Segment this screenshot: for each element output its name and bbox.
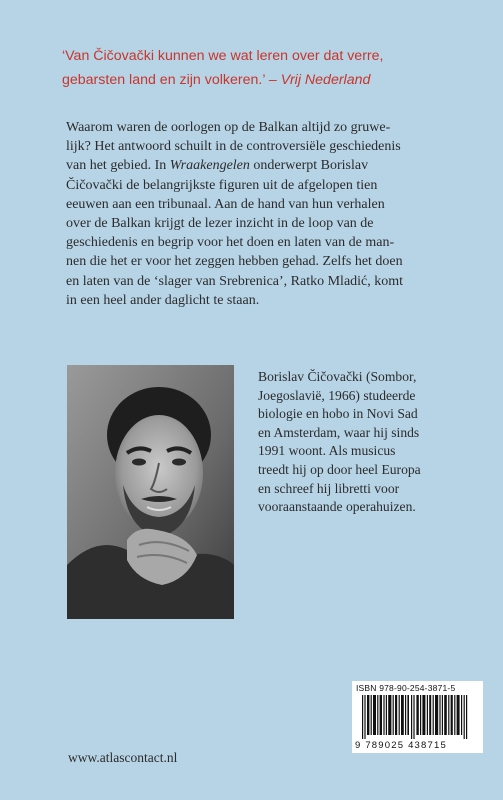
bio-line: Joegoslavië, 1966) studeerde: [258, 387, 416, 403]
author-bio: [258, 368, 493, 517]
blurb-line: Čičovački de belangrijkste figuren uit de afgelopen tien: [66, 177, 378, 193]
blurb-line: geschiedenis en begrip voor het doen en laten van de man-: [66, 235, 395, 251]
book-blurb: [66, 118, 461, 310]
publisher-website: www.atlascontact.nl: [68, 750, 178, 765]
blurb-line: Waarom waren de oorlogen op de Balkan altijd zo gruwe-: [66, 120, 391, 135]
quote-text: gebarsten land en zijn volkeren.’ –: [62, 72, 281, 88]
review-quote: [62, 44, 482, 92]
isbn-number: ISBN 978-90-254-3871-5: [356, 683, 456, 693]
blurb-line: nen die het er voor het zeggen hebben gehad. Zelfs het doen: [66, 254, 403, 270]
quote-line-1: ‘Van Čičovački kunnen we wat leren over dat verre,: [62, 48, 384, 64]
blurb-line: en laten van de ‘slager van Srebrenica’, Ratko Mladić, komt: [66, 273, 404, 289]
barcode-bars: [356, 695, 480, 739]
ean-number: 9 789025 438715: [355, 740, 447, 751]
blurb-line: eeuwen aan een tribunaal. Aan de hand van hun verhalen: [66, 196, 385, 212]
quote-line-2: [62, 68, 482, 92]
barcode: [352, 681, 483, 753]
book-title: Wraakengelen: [169, 158, 250, 174]
bio-line: 1991 woont. Als musicus: [258, 443, 396, 459]
author-photo: [67, 365, 234, 619]
bio-line: vooraanstaande operahuizen.: [258, 499, 416, 515]
bio-line: Borislav Čičovački (Sombor,: [258, 369, 417, 384]
blurb-text: onderwerpt Borislav: [249, 158, 369, 174]
blurb-line: over de Balkan krijgt de lezer inzicht in de loop van de: [66, 216, 374, 232]
blurb-line: in een heel ander daglicht te staan.: [66, 292, 260, 308]
blurb-text: van het gebied. In: [66, 158, 170, 174]
bio-line: en schreef hij libretti voor: [258, 480, 400, 496]
bio-line: treedt hij op door heel Europa: [258, 461, 421, 477]
blurb-line: lijk? Het antwoord schuilt in de controversiële geschiedenis: [66, 139, 401, 155]
quote-attribution: Vrij Nederland: [280, 72, 371, 88]
bio-line: biologie en hobo in Novi Sad: [258, 406, 418, 422]
bio-line: en Amsterdam, waar hij sinds: [258, 424, 420, 440]
blurb-line: [66, 156, 461, 175]
